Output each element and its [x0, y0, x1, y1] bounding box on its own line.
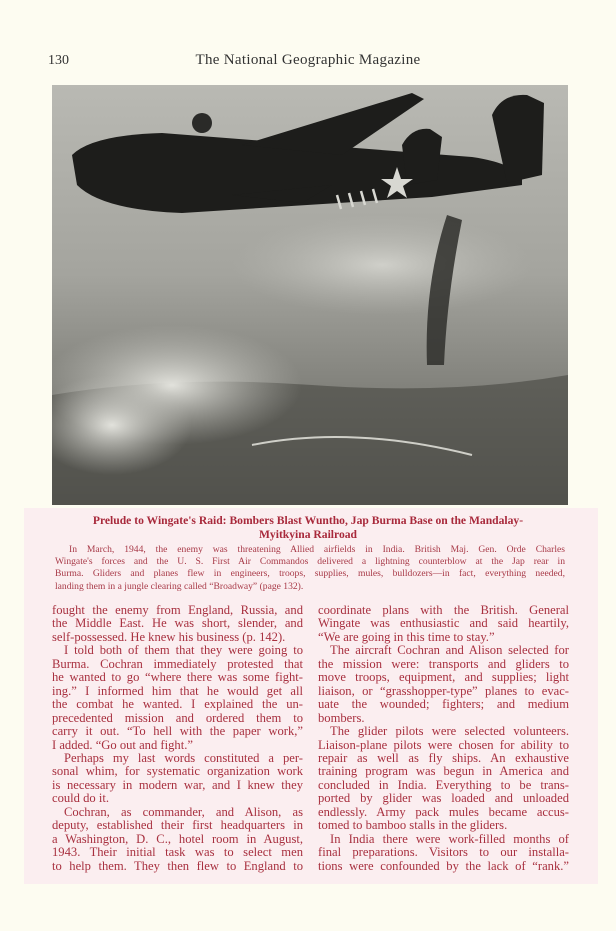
text-line: fought the enemy from England, Russia, and — [52, 603, 303, 617]
text-line: coordinate plans with the British. General — [318, 603, 569, 617]
text-line: The glider pilots were selected volunteers. — [330, 724, 569, 739]
text-line: Wingate was enthusiastic and said heartily, — [318, 616, 569, 631]
text-line: he wanted to go “where there was some fight- — [52, 670, 303, 685]
text-line: 1943. Their initial task was to select men — [52, 845, 303, 860]
text-line: The aircraft Cochran and Alison selected for — [330, 643, 569, 658]
text-line: concluded in India. Everything to be trans- — [318, 777, 569, 792]
text-line: precedented mission and ordered them to — [52, 710, 303, 725]
aerial-bomber-photo — [52, 85, 568, 505]
article-column-left — [52, 604, 303, 873]
text-line: the combat he wanted. I explained the un- — [52, 697, 303, 712]
text-line: could do it. — [52, 791, 110, 806]
text-line: to help them. They then flew to England to — [52, 858, 303, 873]
text-line: uate the wounded; fighters; and medium — [318, 697, 569, 712]
text-line: is necessary in modern war, and I knew they — [52, 777, 303, 792]
text-line: endlessly. Army pack mules became accus- — [318, 804, 569, 819]
text-line: liaison, or “grasshopper-type” planes to evac- — [318, 683, 569, 698]
text-line: In March, 1944, the enemy was threatening Allied airfields in India. British Maj. Gen. Orde Charles — [69, 544, 565, 555]
text-line: deputy, established their first headquarters in — [52, 818, 303, 833]
caption-title — [40, 514, 576, 541]
text-line: the mission were: transports and gliders to — [318, 656, 569, 671]
text-line: Perhaps my last words constituted a per- — [64, 750, 303, 765]
text-line: Burma. Gliders and planes flew in engineers, troops, supplies, mules, bulldozers—in fact, everything needed, — [55, 568, 565, 580]
text-line: In India there were work-filled months of — [330, 831, 569, 846]
text-line: I added. “Go out and fight.” — [52, 737, 193, 752]
text-line: training program was begun in America and — [318, 764, 569, 779]
text-line: landing them in a jungle clearing called “Broadway” (page 132). — [55, 580, 304, 592]
text-line: a Washington, D. C., hotel room in August, — [52, 831, 303, 846]
text-line: Wingate's forces and the U. S. First Air Commandos delivered a lightning counterblow at the Jap rear in — [55, 556, 565, 568]
text-line: tomed to bamboo stalls in the gliders. — [318, 818, 508, 833]
text-line: I told both of them that they were going to — [64, 643, 303, 658]
caption-title-line: Myitkyina Railroad — [258, 527, 358, 541]
text-line: move troops, equipment, and supplies; light — [318, 670, 569, 685]
running-title: The National Geographic Magazine — [195, 52, 421, 68]
text-line: ing.” I informed him that he would get all — [52, 683, 303, 698]
text-line: final preparations. Visitors to our installa- — [318, 845, 569, 860]
smoke-cloud — [232, 215, 532, 315]
text-line: self-possessed. He knew his business (p. 142). — [52, 629, 286, 644]
text-line: carry it out. “To hell with the paper work,” — [52, 724, 303, 739]
article-column-right — [318, 604, 569, 873]
photo-illustration — [52, 85, 568, 505]
text-line: bombers. — [318, 710, 365, 725]
text-line: sonal whim, for systematic organization work — [52, 764, 303, 779]
caption-title-line: Prelude to Wingate's Raid: Bombers Blast Wuntho, Jap Burma Base on the Mandalay- — [92, 514, 524, 527]
text-line: Liaison-plane pilots were chosen for ability to — [318, 737, 569, 752]
caption-body — [55, 544, 565, 593]
page-number: 130 — [48, 53, 69, 68]
text-line: the Middle East. He was short, slender, and — [52, 616, 303, 631]
text-line: repair as well as fly ships. An exhaustive — [318, 750, 569, 765]
text-line: “We are going in this time to stay.” — [318, 629, 495, 644]
text-line: Burma. Cochran immediately protested that — [52, 656, 303, 671]
text-line: tions were confounded by the lack of “rank.” — [318, 858, 569, 873]
text-line: Cochran, as commander, and Alison, as — [64, 804, 303, 819]
text-line: ported by glider was loaded and unloaded — [318, 791, 569, 806]
